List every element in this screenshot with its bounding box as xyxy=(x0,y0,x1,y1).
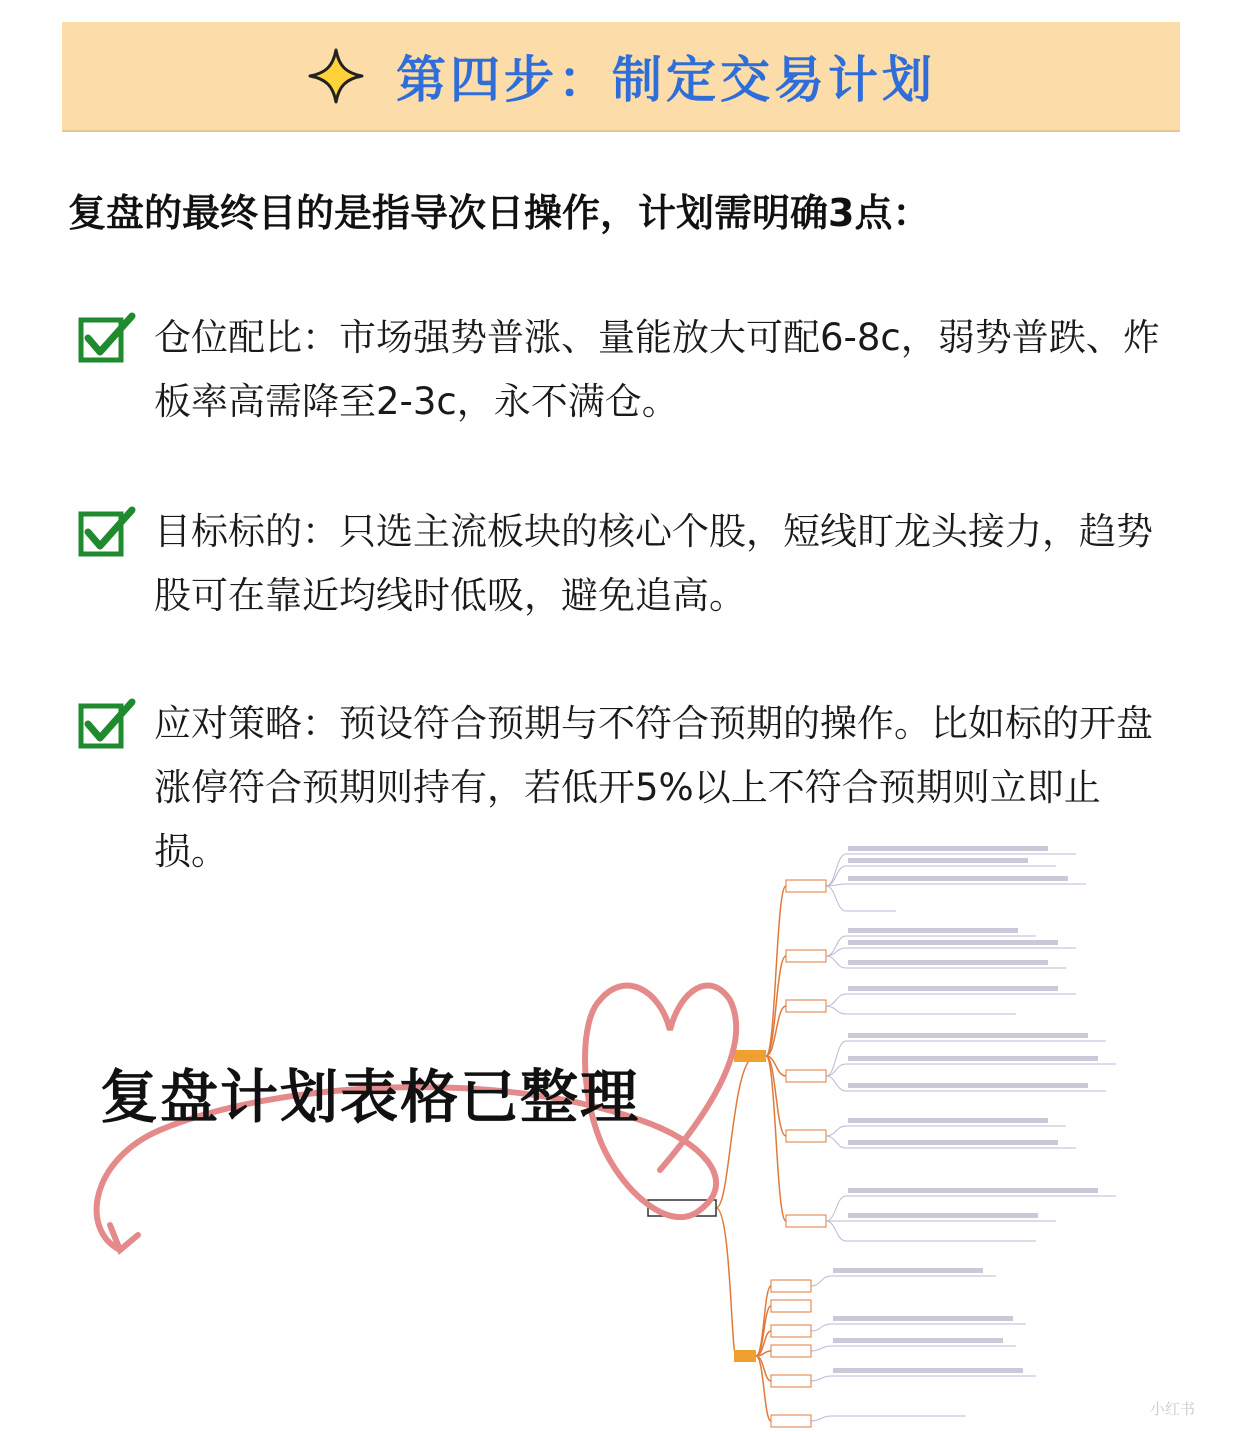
green-check-icon xyxy=(78,310,136,364)
green-check-icon xyxy=(78,504,136,558)
list-item-text: 仓位配比：市场强势普涨、量能放大可配6-8c，弱势普跌、炸板率高需降至2-3c，永不满仓。 xyxy=(154,316,1160,423)
list-item-text: 目标标的：只选主流板块的核心个股，短线盯龙头接力，趋势股可在靠近均线时低吸，避免追高。 xyxy=(154,510,1153,617)
watermark: 小红书 xyxy=(1150,1400,1196,1418)
list-item-text: 应对策略：预设符合预期与不符合预期的操作。比如标的开盘涨停符合预期则持有，若低开5%以上不符合预期则立即止损。 xyxy=(154,702,1153,873)
overlay-caption: 复盘计划表格已整理 xyxy=(100,1063,641,1131)
title-banner xyxy=(62,22,1180,132)
sparkle-star-icon xyxy=(306,46,366,106)
intro-text: 复盘的最终目的是指导次日操作，计划需明确3点： xyxy=(68,191,931,235)
green-check-icon xyxy=(78,696,136,750)
page-title: 第四步：制定交易计划 xyxy=(396,51,936,109)
